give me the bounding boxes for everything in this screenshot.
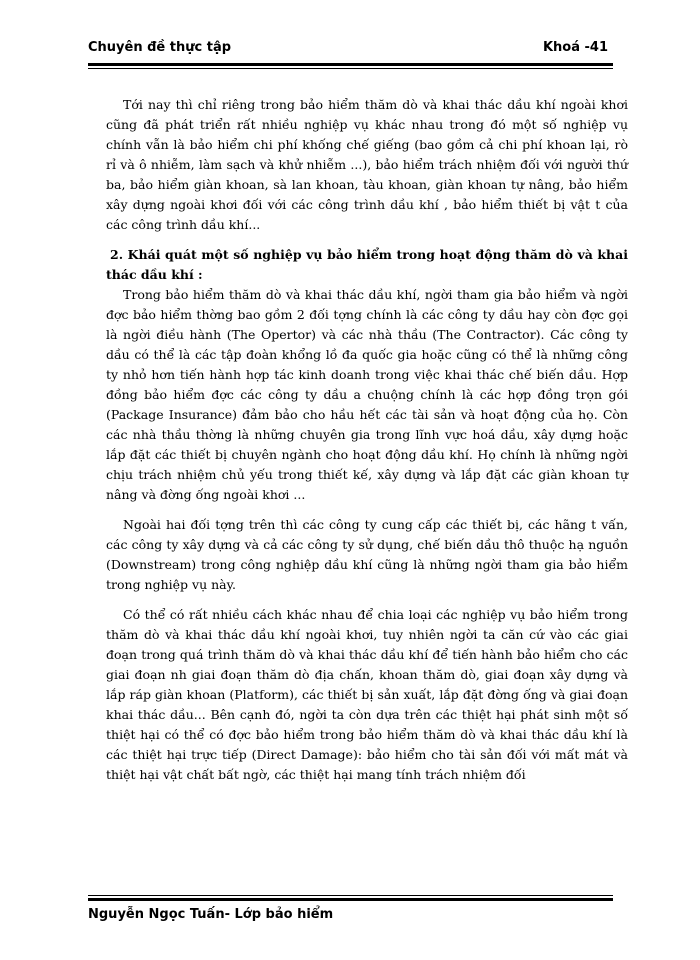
paragraph-1: Trong bảo hiểm thăm dò và khai thác dầu khí, ngời tham gia bảo hiểm và ngời đợc bảo hiểm thờng bao gồm 2 đối tợng chính là các công ty dầu hay còn đợc gọi là ngời điều hành (The Opertor) và các nhà thầu (The Contractor). Các công ty dầu có thể là các tập đoàn khổng lồ đa quốc gia hoặc cũng có thể là những công ty nhỏ hơn tiến hành hợp tác kinh doanh trong việc khai thác chế biến dầu. Hợp đồng bảo hiểm đợc các công ty dầu a chuộng chính là các hợp đồng trọn gói (Package Insurance) đảm bảo cho hầu hết các tài sản và hoạt động của họ. Còn các nhà thầu thờng là những chuyên gia trong lĩnh vực hoá dầu, xây dựng hoặc lắp đặt các thiết bị chuyên ngành cho hoạt động dầu khí. Họ chính là những ngời chịu trách nhiệm chủ yếu trong thiết kế, xây dựng và lắp đặt các giàn khoan tự nâng và đờng ống ngoài khơi ...	[106, 287, 628, 502]
paragraph-2: Ngoài hai đối tợng trên thì các công ty cung cấp các thiết bị, các hãng t vấn, các công ty xây dựng và cả các công ty sử dụng, chế biến dầu thô thuộc hạ nguồn (Downstream) trong công nghiệp dầu khí cũng là những ngời tham gia bảo hiểm trong nghiệp vụ này.	[106, 517, 628, 592]
section-heading: 2. Khái quát một số nghiệp vụ bảo hiểm trong hoạt động thăm dò và khai thác dầu khí :	[106, 247, 628, 282]
footer-rule-thick	[88, 898, 613, 901]
header-rule-thick	[88, 63, 613, 66]
page-body	[106, 95, 628, 785]
paragraph-3: Có thể có rất nhiều cách khác nhau để chia loại các nghiệp vụ bảo hiểm trong thăm dò và khai thác dầu khí ngoài khơi, tuy nhiên ngời ta căn cứ vào các giai đoạn trong quá trình thăm dò và khai thác dầu khí để tiến hành bảo hiểm cho các giai đoạn nh giai đoạn thăm dò địa chấn, khoan thăm dò, giai đoạn xây dựng và lắp ráp giàn khoan (Platform), các thiết bị sản xuất, lắp đặt đờng ống và giai đoạn khai thác dầu... Bên cạnh đó, ngời ta còn dựa trên các thiệt hại phát sinh một số thiệt hại có thể có đợc bảo hiểm trong bảo hiểm thăm dò và khai thác dầu khí là các thiệt hại trực tiếp (Direct Damage): bảo hiểm cho tài sản đối với mất mát và thiệt hại vật chất bất ngờ, các thiệt hại mang tính trách nhiệm đối	[106, 607, 628, 782]
header-course: Khoá -41	[542, 40, 608, 55]
intro-paragraph: Tới nay thì chỉ riêng trong bảo hiểm thăm dò và khai thác dầu khí ngoài khơi cũng đã phát triển rất nhiều nghiệp vụ khác nhau trong đó một số nghiệp vụ chính vẫn là bảo hiểm chi phí khống chế giếng (bao gồm cả chi phí khoan lại, rò rỉ và ô nhiễm, làm sạch và khử nhiễm ...), bảo hiểm trách nhiệm đối với người thứ ba, bảo hiểm giàn khoan, sà lan khoan, tàu khoan, giàn khoan tự nâng, bảo hiểm xây dựng ngoài khơi đối với các công trình dầu khí , bảo hiểm thiết bị vật t của các công trình dầu khí...	[106, 97, 628, 232]
page-header	[88, 40, 608, 60]
header-title: Chuyên đề thực tập	[88, 40, 232, 55]
header-rule-thin	[88, 68, 613, 69]
footer-rule-thin	[88, 895, 613, 896]
page-footer: Nguyễn Ngọc Tuấn- Lớp bảo hiểm	[88, 907, 334, 922]
